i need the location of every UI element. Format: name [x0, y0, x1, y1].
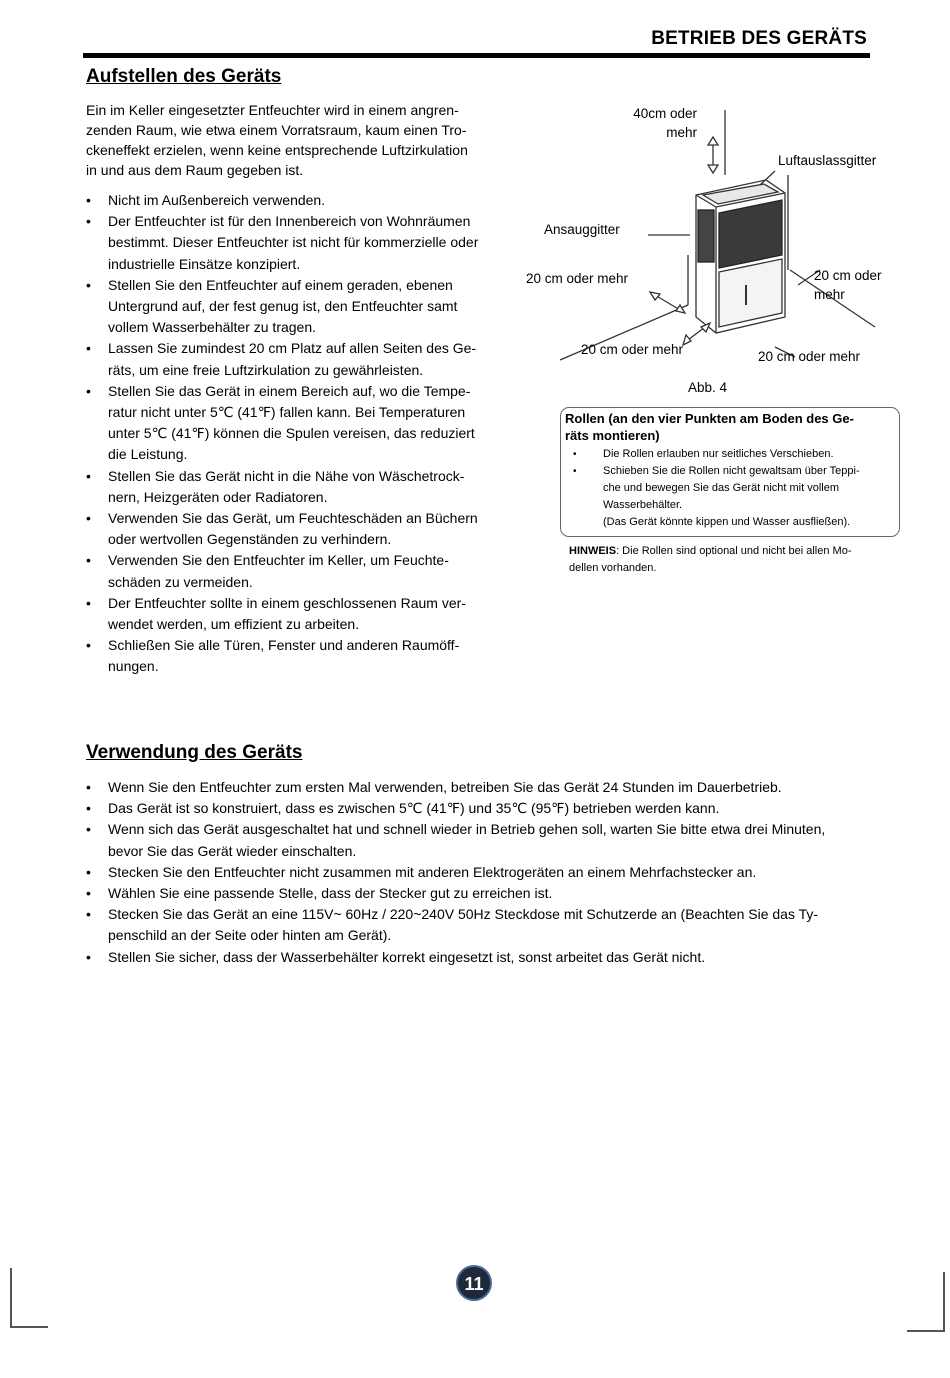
list-item: • Die Rollen erlauben nur seitliches Verschieben. — [565, 446, 893, 463]
figure-label-right: 20 cm oder mehr — [814, 268, 882, 302]
note-text: : Die Rollen sind optional und nicht bei allen Mo- dellen vorhanden. — [569, 545, 852, 574]
page-number-badge: 11 — [456, 1265, 492, 1301]
list-item: • Verwenden Sie den Entfeuchter im Keller, um Feuchte- schäden zu vermeiden. — [86, 550, 506, 592]
crop-mark-left-horizontal — [10, 1326, 48, 1328]
list-item: • Der Entfeuchter ist für den Innenbereich von Wohnräumen bestimmt. Dieser Entfeuchter ist nicht für kommerzielle oder industrielle Einsätze konzipiert. — [86, 211, 506, 275]
figure-label-front-left: 20 cm oder mehr — [581, 342, 684, 357]
list-item: • Stecken Sie den Entfeuchter nicht zusammen mit anderen Elektrogeräten an einem Mehrfachstecker an. — [86, 862, 876, 883]
clearance-figure — [520, 95, 905, 405]
list-item: • Verwenden Sie das Gerät, um Feuchteschäden an Büchern oder wertvollen Gegenständen zu verhindern. — [86, 508, 506, 550]
list-item: • Stecken Sie das Gerät an eine 115V~ 60Hz / 220~240V 50Hz Steckdose mit Schutzerde an (Beachten Sie das Ty- penschild an der Seite oder hinten am Gerät). — [86, 904, 876, 946]
casters-info-box — [560, 407, 900, 537]
usage-bullet-list — [86, 777, 876, 968]
list-item: • Das Gerät ist so konstruiert, dass es zwischen 5℃ (41℉) und 35℃ (95℉) betrieben werden kann. — [86, 798, 876, 819]
figure-label-left: 20 cm oder mehr — [526, 271, 629, 286]
crop-mark-left-vertical — [10, 1268, 12, 1328]
page-header-title: BETRIEB DES GERÄTS — [651, 28, 867, 49]
list-item: • Lassen Sie zumindest 20 cm Platz auf allen Seiten des Ge- räts, um eine freie Luftzirkulation zu gewährleisten. — [86, 338, 506, 380]
figure-label-inlet: Ansauggitter — [544, 222, 620, 237]
note-label: HINWEIS — [569, 545, 617, 557]
casters-list — [565, 446, 893, 514]
list-item: • Wählen Sie eine passende Stelle, dass der Stecker gut zu erreichen ist. — [86, 883, 876, 904]
list-item: • Stellen Sie sicher, dass der Wasserbehälter korrekt eingesetzt ist, sonst arbeitet das Gerät nicht. — [86, 947, 876, 968]
header-rule — [83, 53, 870, 58]
setup-intro-paragraph: Ein im Keller eingesetzter Entfeuchter wird in einem angren- zenden Raum, wie etwa einem Vorratsraum, kaum einen Tro- ckeneffekt erzielen, wenn keine entsprechende Luftzirkulation in und aus dem Raum gegeben ist. — [86, 102, 468, 178]
figure-caption: Abb. 4 — [688, 380, 728, 395]
crop-mark-right-horizontal — [907, 1330, 945, 1332]
note-paragraph — [569, 543, 889, 577]
list-item: • Wenn sich das Gerät ausgeschaltet hat und schnell wieder in Betrieb gehen soll, warten Sie bitte etwa drei Minuten, bevor Sie das Gerät wieder einschalten. — [86, 819, 876, 861]
figure-label-outlet: Luftauslassgitter — [778, 153, 877, 168]
figure-label-top: 40cm oder mehr — [633, 106, 697, 140]
casters-note: (Das Gerät könnte kippen und Wasser ausfließen). — [603, 516, 851, 528]
list-item: • Nicht im Außenbereich verwenden. — [86, 190, 506, 211]
setup-bullet-list — [86, 190, 506, 678]
list-item: • Wenn Sie den Entfeuchter zum ersten Mal verwenden, betreiben Sie das Gerät 24 Stunden im Dauerbetrieb. — [86, 777, 876, 798]
casters-title: Rollen (an den vier Punkten am Boden des Ge- räts montieren) — [565, 411, 854, 443]
list-item: • Schieben Sie die Rollen nicht gewaltsam über Teppi- che und bewegen Sie das Gerät nicht mit vollem Wasserbehälter. — [565, 463, 893, 514]
figure-label-front-right: 20 cm oder mehr — [758, 349, 861, 364]
list-item: • Stellen Sie den Entfeuchter auf einem geraden, ebenen Untergrund auf, der fest genug ist, den Entfeuchter samt vollem Wasserbehälter zu tragen. — [86, 275, 506, 339]
section-title-usage: Verwendung des Geräts — [86, 742, 303, 763]
list-item: • Stellen Sie das Gerät nicht in die Nähe von Wäschetrock- nern, Heizgeräten oder Radiatoren. — [86, 466, 506, 508]
list-item: • Stellen Sie das Gerät in einem Bereich auf, wo die Tempe- ratur nicht unter 5℃ (41℉) fallen kann. Bei Temperaturen unter 5℃ (41℉) können die Spulen vereisen, das reduziert die Leistung. — [86, 381, 506, 466]
crop-mark-right-vertical — [943, 1272, 945, 1332]
section-title-setup: Aufstellen des Geräts — [86, 66, 282, 87]
list-item: • Schließen Sie alle Türen, Fenster und anderen Raumöff- nungen. — [86, 635, 506, 677]
list-item: • Der Entfeuchter sollte in einem geschlossenen Raum ver- wendet werden, um effizient zu arbeiten. — [86, 593, 506, 635]
